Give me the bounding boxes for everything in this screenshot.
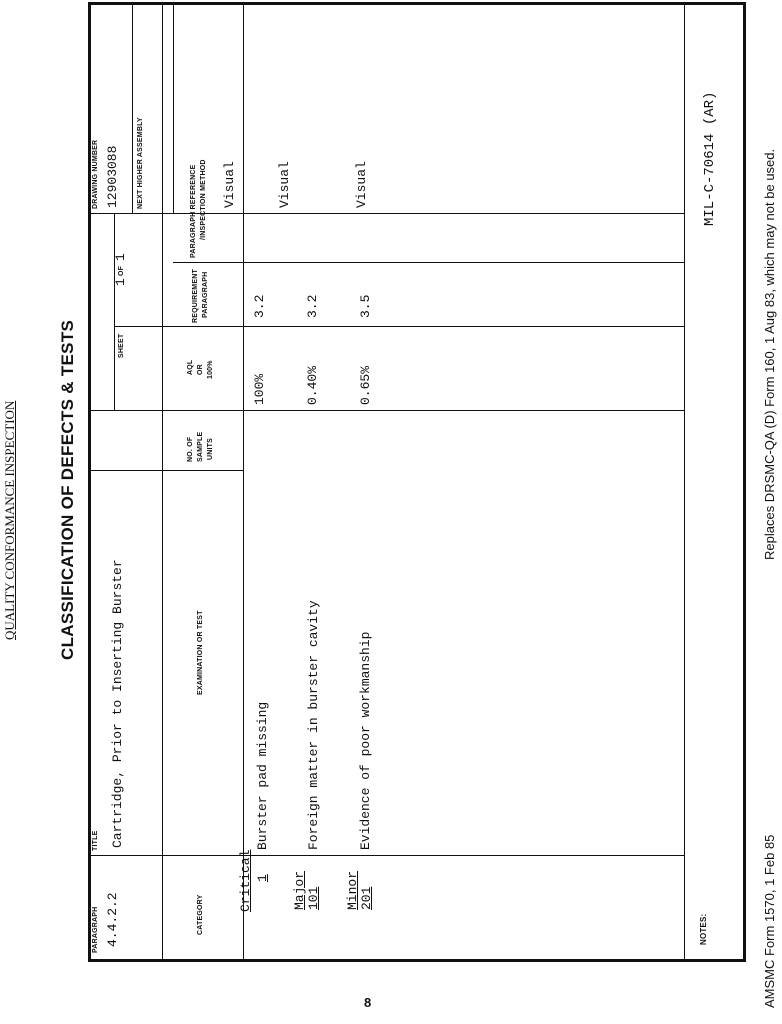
category-code: 101 xyxy=(306,886,321,910)
grid-line xyxy=(90,470,244,471)
sheet-number: 1 xyxy=(113,278,128,286)
grid-line xyxy=(90,213,684,214)
grid-line xyxy=(114,326,684,327)
grid-line xyxy=(173,262,684,263)
sample-units-header: UNITS xyxy=(207,438,214,460)
title-label: TITLE xyxy=(92,830,99,851)
method-value: Visual xyxy=(277,161,292,208)
sample-units-header: SAMPLE xyxy=(197,431,204,462)
grid-line xyxy=(132,4,133,213)
examination-header: EXAMINATION OR TEST xyxy=(197,610,204,695)
aql-header: 100% xyxy=(207,360,214,379)
replaces-note: Replaces DRSMC-QA (D) Form 160, 1 Aug 83, which may not be used. xyxy=(762,148,777,560)
main-title: CLASSIFICATION OF DEFECTS & TESTS xyxy=(58,319,77,660)
grid-line xyxy=(90,410,684,411)
of-label: OF xyxy=(118,265,125,276)
title-value: Cartridge, Prior to Inserting Burster xyxy=(110,559,125,848)
sheet-label: SHEET xyxy=(118,333,125,358)
drawing-number-label: DRAWING NUMBER xyxy=(92,139,99,209)
aql-header: OR xyxy=(197,364,204,375)
paragraph-reference-header: PARAGRAPH REFERENCE xyxy=(190,164,197,258)
spec-number: MIL-C-70614 (AR) xyxy=(702,91,718,226)
requirement-value: 3.5 xyxy=(358,294,373,318)
paragraph-reference-header: /INSPECTION METHOD xyxy=(200,159,207,240)
aql-header: AQL xyxy=(187,359,194,375)
notes-label: NOTES: xyxy=(699,913,708,945)
exam-item: Burster pad missing xyxy=(255,701,270,850)
requirement-value: 3.2 xyxy=(305,294,320,318)
method-value: Visual xyxy=(222,161,237,208)
next-assembly-label: NEXT HIGHER ASSEMBLY xyxy=(137,117,144,209)
drawing-number-value: 12903088 xyxy=(105,145,120,208)
grid-line xyxy=(243,4,244,959)
requirement-value: 3.2 xyxy=(252,294,267,318)
sample-units-header: NO. OF xyxy=(187,436,194,462)
category-major: Major xyxy=(292,870,307,910)
category-minor: Minor xyxy=(345,870,360,910)
grid-line xyxy=(162,4,163,959)
requirement-header: REQUIREMENT xyxy=(192,269,199,323)
paragraph-label: PARAGRAPH xyxy=(92,906,99,953)
section-title: QUALITY CONFORMANCE INSPECTION xyxy=(2,400,17,640)
grid-line xyxy=(114,213,115,410)
exam-item: Evidence of poor workmanship xyxy=(358,631,373,850)
sheet-total: 1 xyxy=(113,253,128,261)
aql-value: 100% xyxy=(252,373,267,405)
page-number: 8 xyxy=(364,995,372,1010)
requirement-header: PARAGRAPH xyxy=(202,271,209,318)
category-critical: Critical xyxy=(238,849,253,912)
grid-line xyxy=(173,4,174,213)
form-id: AMSMC Form 1570, 1 Feb 85 xyxy=(762,834,777,1008)
category-code: 201 xyxy=(359,886,374,910)
method-value: Visual xyxy=(354,161,369,208)
category-header: CATEGORY xyxy=(197,894,204,935)
paragraph-value: 4.4.2.2 xyxy=(105,892,120,947)
aql-value: 0.40% xyxy=(305,365,320,405)
grid-line xyxy=(90,855,684,856)
inspection-form xyxy=(88,2,746,962)
category-code: 1 xyxy=(255,874,270,882)
grid-line xyxy=(684,4,685,959)
aql-value: 0.65% xyxy=(358,365,373,405)
exam-item: Foreign matter in burster cavity xyxy=(306,600,321,850)
